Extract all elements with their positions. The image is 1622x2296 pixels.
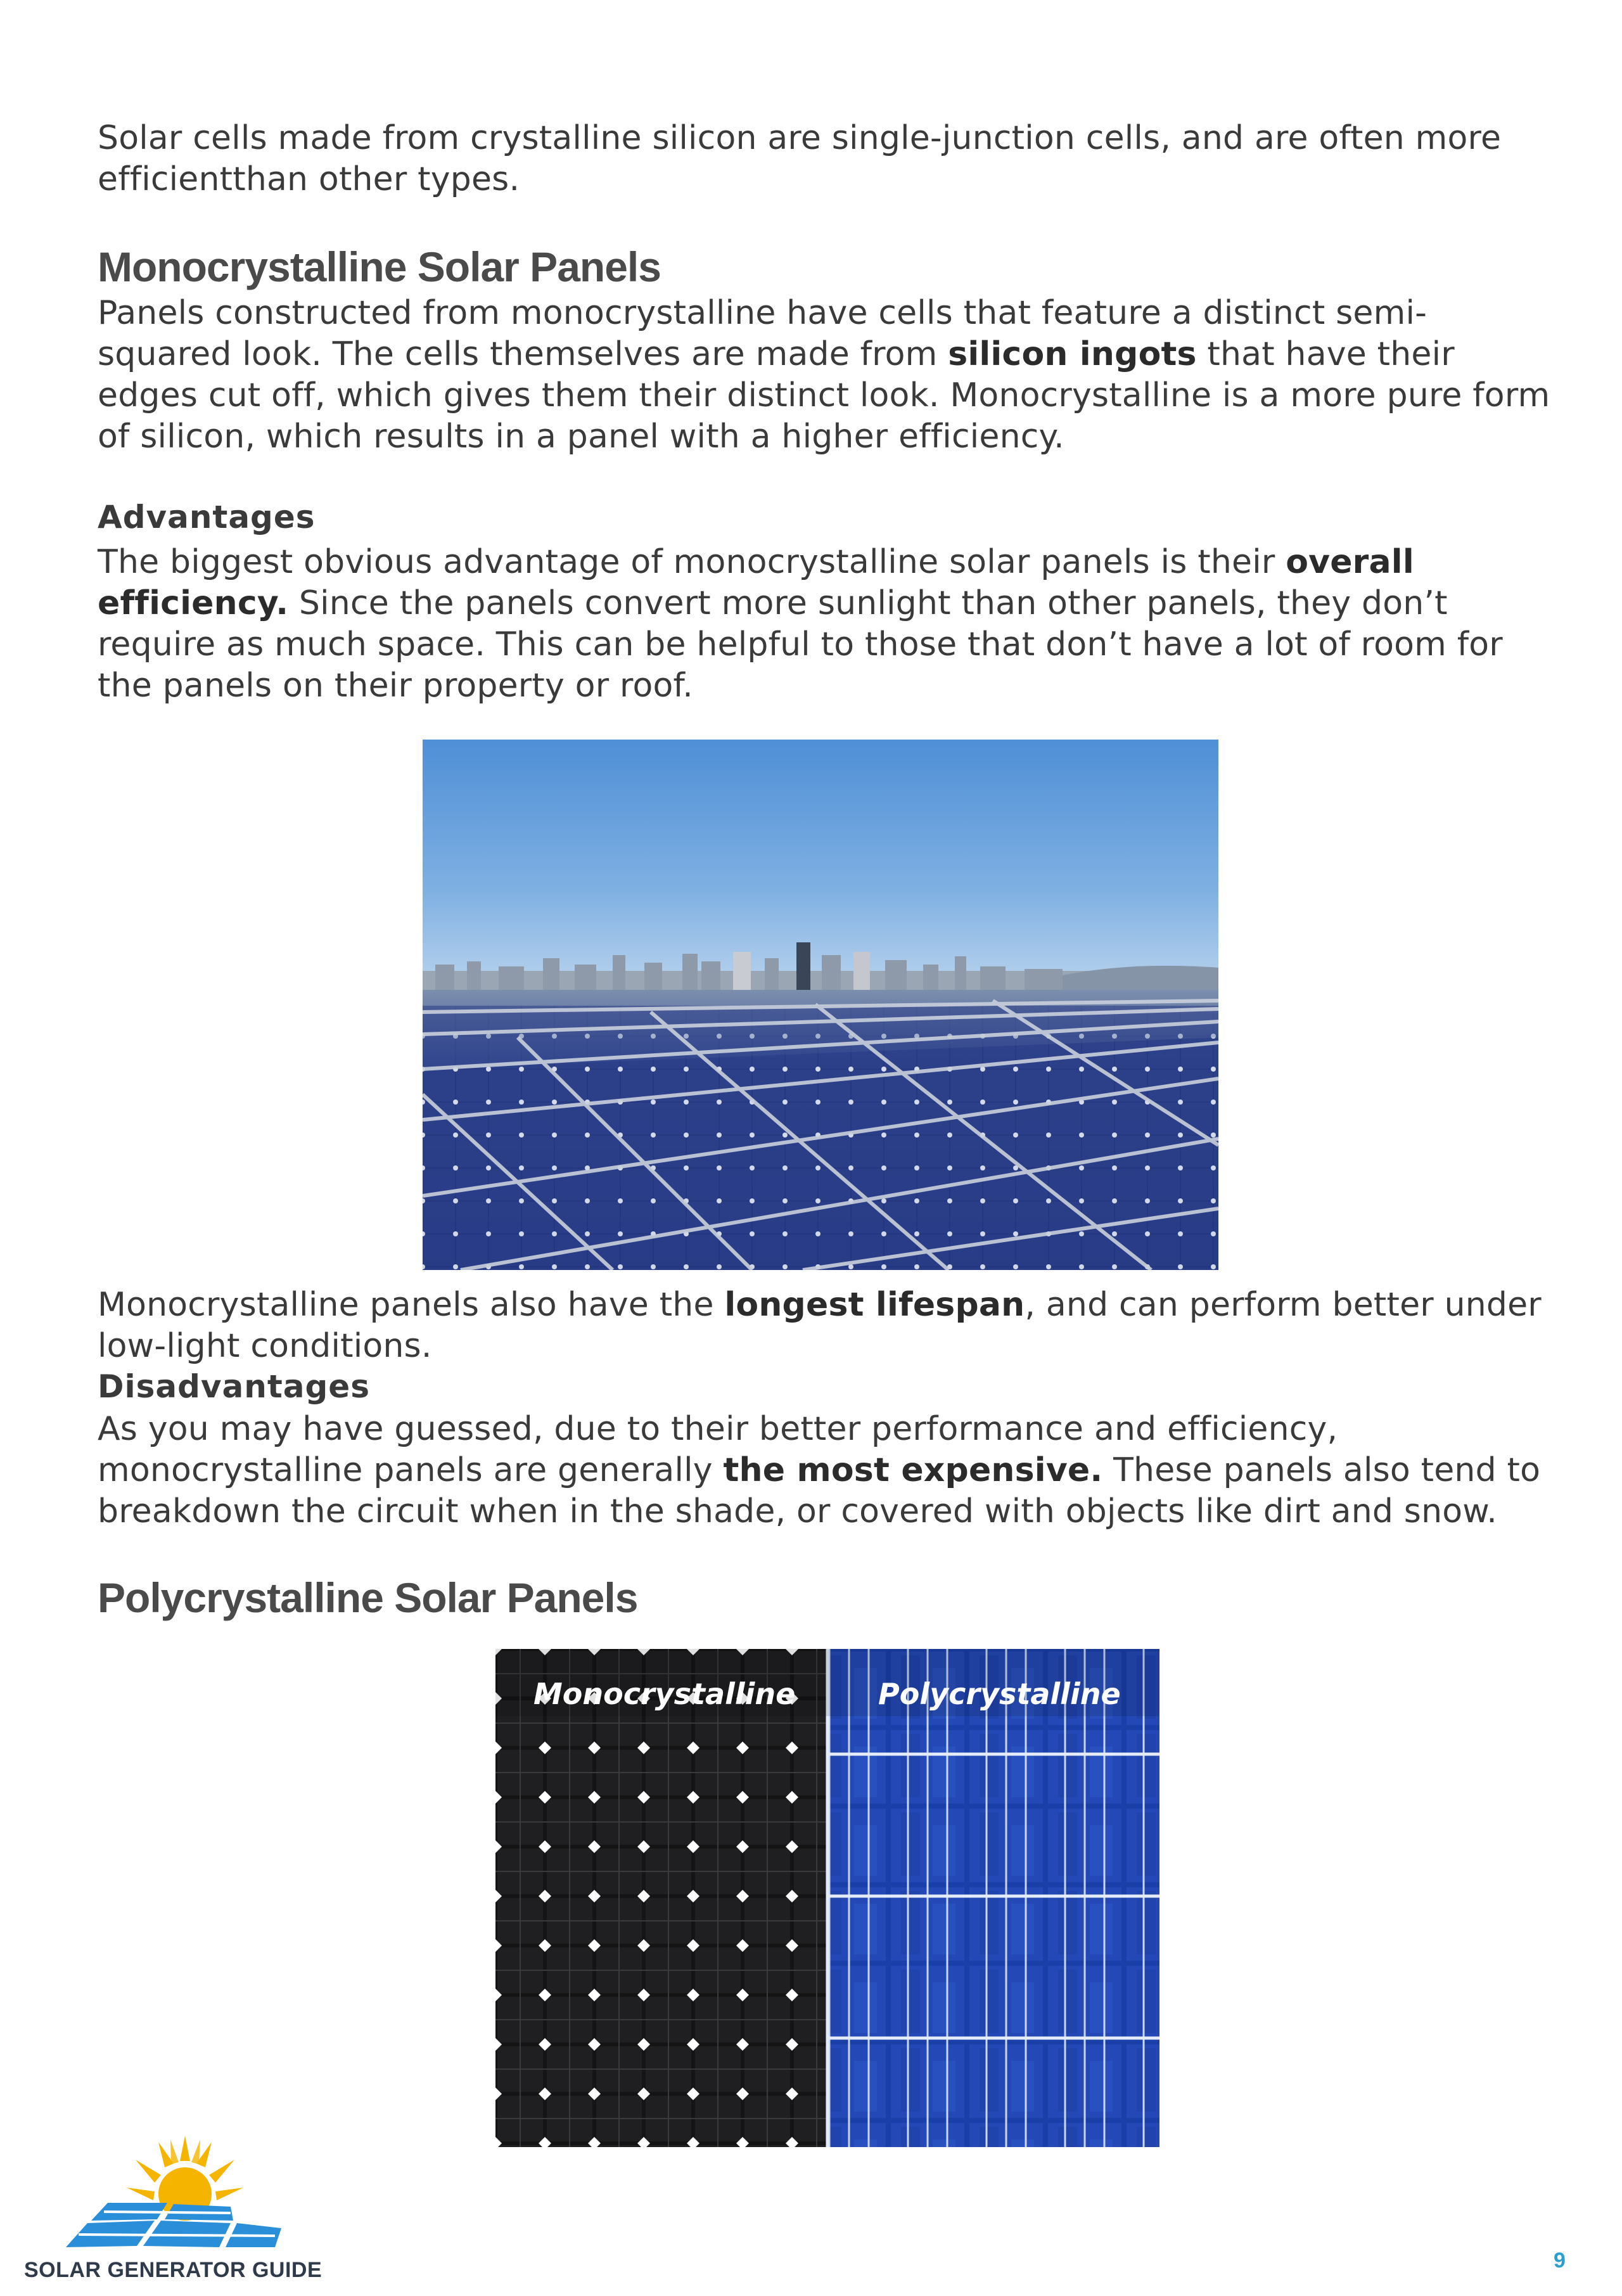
lifespan-text: Monocrystalline panels also have the	[98, 1286, 725, 1324]
lifespan-paragraph	[98, 1285, 1555, 1367]
silicon-ingots-emphasis: silicon ingots	[948, 335, 1197, 373]
mono-vs-poly-comparison-photo	[495, 1649, 1159, 2147]
mono-description	[98, 293, 1555, 458]
disadvantages-text-end: These panels also tend to breakdown the circuit when in the shade, or covered with objects like dirt and snow.	[98, 1451, 1541, 1530]
lifespan-text-end: , and can perform better under low-light conditions.	[98, 1286, 1542, 1365]
sun-over-solar-panel-logo	[41, 2128, 294, 2248]
rooftop-solar-panels-photo	[423, 740, 1218, 1270]
page-number: 9	[1554, 2248, 1566, 2273]
advantages-text-end: Since the panels convert more sunlight than other panels, they don’t require as much space. This can be helpful to those that don’t have a lot of room for the panels on their property or roof.	[98, 584, 1503, 705]
poly-heading: Polycrystalline Solar Panels	[98, 1574, 638, 1621]
advantages-paragraph	[98, 542, 1555, 707]
disadvantages-paragraph	[98, 1409, 1555, 1532]
overall-efficiency-emphasis: overall efficiency.	[98, 543, 1414, 622]
advantages-text: The biggest obvious advantage of monocrystalline solar panels is their	[98, 543, 1286, 581]
mono-heading: Monocrystalline Solar Panels	[98, 243, 661, 290]
mono-description-text-end: that have their edges cut off, which gives them their distinct look. Monocrystalline is a more pure form of silicon, which results in a panel with a higher efficiency.	[98, 335, 1550, 456]
intro-paragraph	[98, 118, 1555, 200]
disadvantages-text: As you may have guessed, due to their better performance and efficiency, monocrystalline panels are generally	[98, 1410, 1338, 1489]
disadvantages-heading: Disadvantages	[98, 1368, 370, 1405]
advantages-heading: Advantages	[98, 499, 316, 536]
footer-brand: SOLAR GENERATOR GUIDE	[24, 2258, 322, 2282]
intro-text: Solar cells made from crystalline silicon are single-junction cells, and are often more efficientthan other types.	[98, 119, 1502, 198]
most-expensive-emphasis: the most expensive.	[723, 1451, 1103, 1489]
mono-description-text: Panels constructed from monocrystalline have cells that feature a distinct semi-squared look. The cells themselves are made from	[98, 294, 1427, 373]
longest-lifespan-emphasis: longest lifespan	[724, 1286, 1025, 1324]
polycrystalline-label: Polycrystalline	[878, 1677, 1121, 1711]
monocrystalline-label: Monocrystalline	[533, 1677, 796, 1711]
